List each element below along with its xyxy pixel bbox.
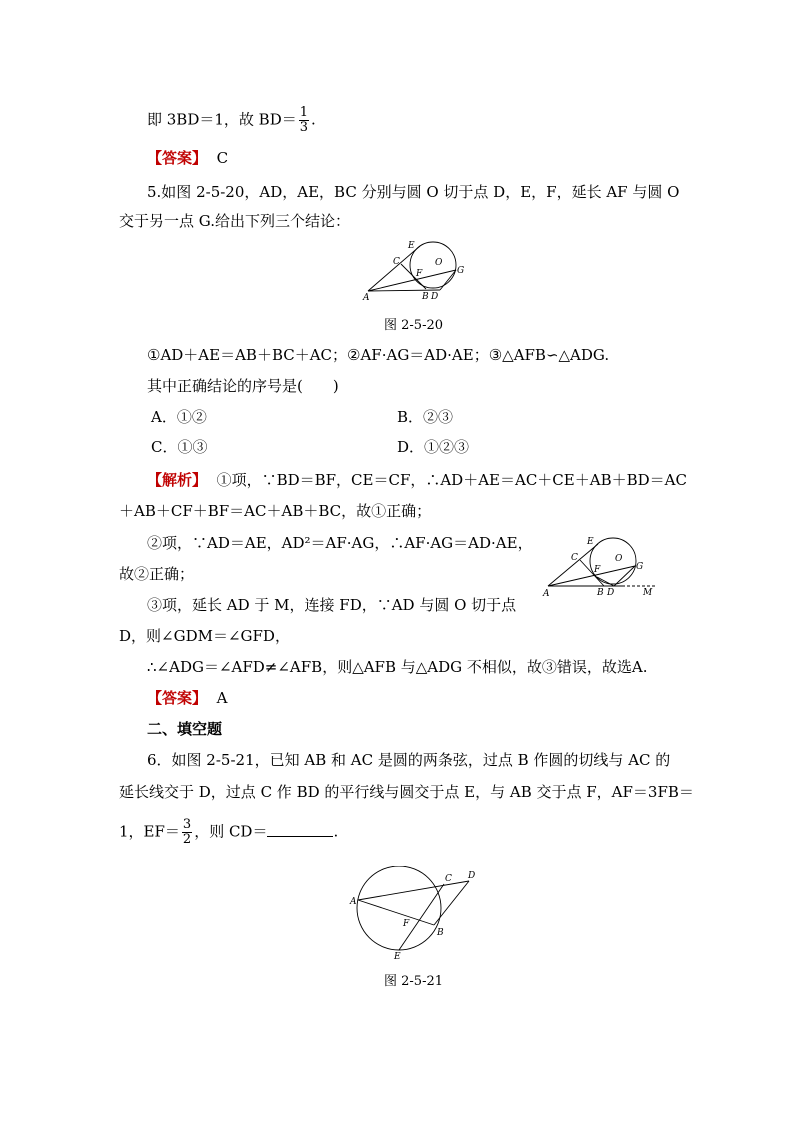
section-title: 二、填空题 bbox=[147, 720, 223, 738]
label-c: C bbox=[445, 874, 452, 884]
label-d: D bbox=[607, 588, 615, 598]
label-f: F bbox=[416, 269, 423, 279]
label-a: A bbox=[350, 897, 357, 907]
label-a: A bbox=[543, 589, 550, 599]
fig-2-5-21-caption: 图 2-5-21 bbox=[384, 974, 444, 989]
label-e: E bbox=[408, 241, 415, 251]
q5-line1: 5.如图 2-5-20，AD，AE，BC 分别与圆 O 切于点 D，E，F，延长 AF 与圆 O bbox=[147, 183, 680, 201]
figure-2-5-20 bbox=[360, 236, 470, 306]
label-m: M bbox=[643, 588, 653, 598]
answer-blank[interactable] bbox=[267, 822, 333, 837]
line-ad bbox=[368, 290, 440, 291]
label-g: G bbox=[457, 266, 465, 276]
q6-line2: 延长线交于 D，过点 C 作 BD 的平行线与圆交于点 E，与 AB 交于点 F，AF＝3FB＝ bbox=[119, 783, 694, 801]
label-c: C bbox=[571, 553, 578, 563]
line-bc bbox=[580, 560, 604, 586]
fraction-one-third: $\frac{1}{3}$ bbox=[299, 105, 309, 135]
option-c: C．①③ bbox=[151, 438, 208, 456]
label-f: F bbox=[403, 919, 410, 929]
fig-2-5-20-caption: 图 2-5-20 bbox=[384, 318, 444, 333]
analysis-line1: 【解析】 ①项，∵BD＝BF，CE＝CF，∴AD＋AE＝AC＋CE＋AB＋BD＝AC bbox=[147, 471, 687, 489]
analysis-line4: 故②正确； bbox=[119, 565, 195, 583]
fraction-three-halves: $\frac{3}{2}$ bbox=[182, 817, 192, 847]
label-e: E bbox=[587, 537, 594, 547]
line-ae bbox=[368, 246, 420, 291]
line-bc bbox=[401, 264, 426, 289]
line-ce bbox=[399, 884, 444, 950]
label-a: A bbox=[363, 293, 370, 303]
q5-statements: ①AD＋AE＝AB＋BC＋AC；②AF·AG＝AD·AE；③△AFB∽△ADG. bbox=[147, 346, 610, 364]
label-g: G bbox=[636, 562, 644, 572]
line-ad bbox=[358, 881, 469, 900]
label-o: O bbox=[435, 258, 443, 268]
label-b: B bbox=[437, 928, 444, 938]
q6-line3: 1，EF＝ $\frac{3}{2}$ ，则 CD＝ . bbox=[119, 817, 339, 847]
line-dg bbox=[614, 566, 635, 586]
q6-line1: 6．如图 2-5-21，已知 AB 和 AC 是圆的两条弦，过点 B 作圆的切线与 AC 的 bbox=[147, 751, 671, 769]
figure-2-5-21 bbox=[340, 866, 480, 966]
previous-answer-line: 即 3BD＝1，故 BD＝ $\frac{1}{3}$ . bbox=[147, 105, 316, 135]
circle bbox=[357, 866, 441, 950]
label-d: D bbox=[431, 292, 439, 302]
option-b: B．②③ bbox=[397, 408, 454, 426]
label-c: C bbox=[393, 257, 400, 267]
q5-question: 其中正确结论的序号是( ) bbox=[147, 377, 339, 395]
answer-4: 【答案】 C bbox=[147, 149, 229, 167]
label-b: B bbox=[422, 292, 429, 302]
line-ab bbox=[358, 900, 434, 925]
label-b: B bbox=[597, 588, 604, 598]
label-f: F bbox=[594, 565, 601, 575]
option-d: D．①②③ bbox=[397, 438, 470, 456]
label-e: E bbox=[394, 952, 401, 962]
analysis-line2: ＋AB＋CF＋BF＝AC＋AB＋BC，故①正确； bbox=[119, 502, 432, 520]
label-d: D bbox=[468, 871, 476, 881]
answer-5: 【答案】 A bbox=[147, 689, 228, 707]
line-ag bbox=[368, 270, 456, 291]
label-o: O bbox=[615, 554, 623, 564]
analysis-line5: ③项，延长 AD 于 M，连接 FD，∵AD 与圆 O 切于点 bbox=[147, 596, 517, 614]
analysis-figure bbox=[540, 534, 660, 600]
line-bd bbox=[434, 881, 469, 925]
option-a: A．①② bbox=[151, 408, 207, 426]
analysis-line7: ∴∠ADG＝∠AFD≠∠AFB，则△AFB 与△ADG 不相似，故③错误，故选A. bbox=[147, 658, 648, 676]
analysis-line3: ②项，∵AD＝AE，AD²＝AF·AG，∴AF·AG＝AD·AE， bbox=[147, 534, 533, 552]
analysis-line6: D，则∠GDM＝∠GFD， bbox=[119, 627, 290, 645]
q5-line2: 交于另一点 G.给出下列三个结论： bbox=[119, 212, 350, 230]
